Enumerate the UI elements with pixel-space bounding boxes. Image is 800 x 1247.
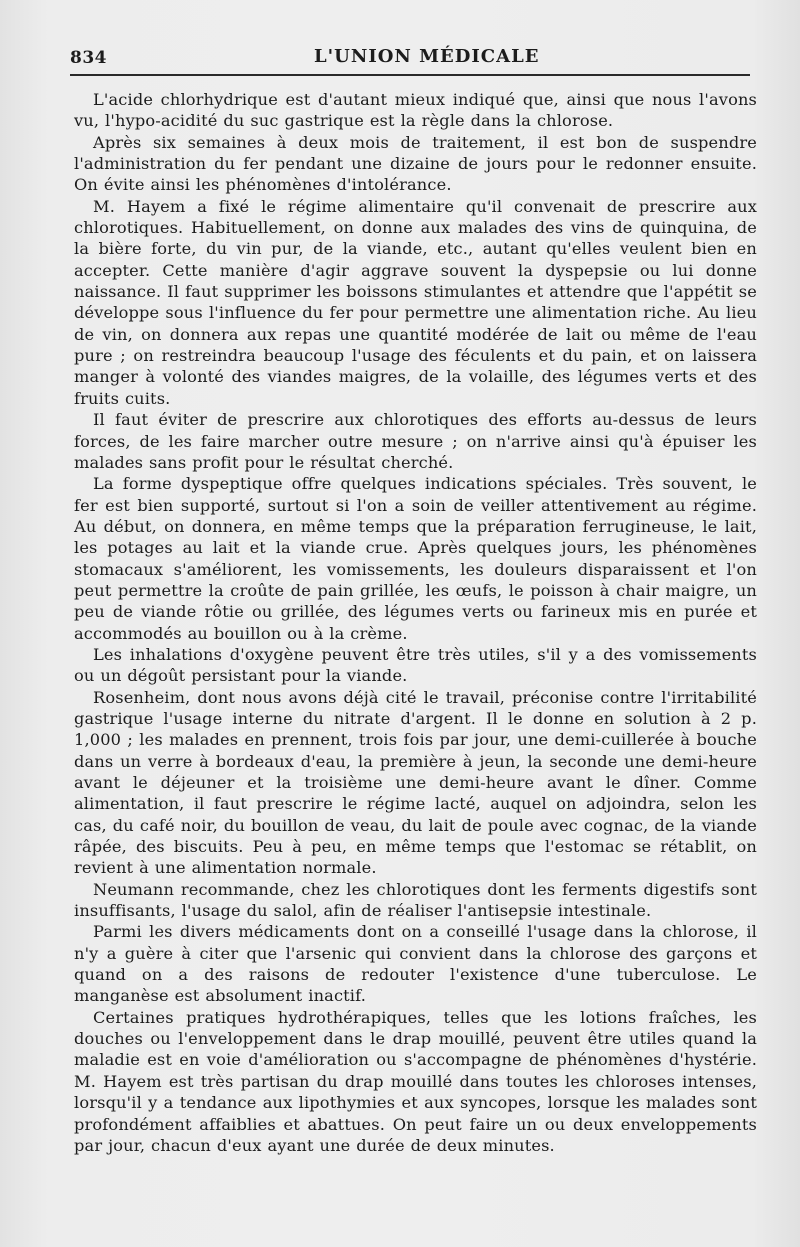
paragraph-inhalations-oxygene: Les inhalations d'oxygène peuvent être très utiles, s'il y a des vomissements ou un dégoût persistant pour la viande. bbox=[74, 644, 757, 686]
paragraph-rosenheim: Rosenheim, dont nous avons déjà cité le travail, préconise contre l'irritabilité gastrique l'usage interne du nitrate d'argent. Il le donne en solution à 2 p. 1,000 ; les malades en prennent, trois fois par jour, une demi-cuillerée à bouche dans un verre à bordeaux d'eau, la première à jeun, la seconde une demi-heure avant le déjeuner et la troisième une demi-heure avant le dîner. Comme alimentation, il faut prescrire le régime lacté, auquel on adjoindra, selon les cas, du café noir, du bouillon de veau, du lait de poule avec cognac, de la viande râpée, des biscuits. Peu à peu, en même temps que l'estomac se rétablit, on revient à une alimentation normale. bbox=[74, 687, 757, 878]
page-number: 834 bbox=[70, 48, 107, 68]
paragraph-regime-alimentaire: M. Hayem a fixé le régime alimentaire qu'il convenait de prescrire aux chlorotiques. Habituellement, on donne aux malades des vins de quinquina, de la bière forte, du vin pur, de la viande, etc., autant qu'elles veulent bien en accepter. Cette manière d'agir aggrave souvent la dyspepsie ou lui donne naissance. Il faut supprimer les boissons stimulantes et attendre que l'appétit se développe sous l'influence du fer pour permettre une alimentation riche. Au lieu de vin, on donnera aux repas une quantité modérée de lait ou même de l'eau pure ; on restreindra beaucoup l'usage des féculents et du pain, et on laissera manger à volonté des viandes maigres, de la volaille, des légumes verts et des fruits cuits. bbox=[74, 196, 757, 408]
paragraph-efforts: Il faut éviter de prescrire aux chlorotiques des efforts au-dessus de leurs forces, de les faire marcher outre mesure ; on n'arrive ainsi qu'à épuiser les malades sans profit pour le résultat cherché. bbox=[74, 410, 757, 472]
page-header bbox=[70, 44, 750, 74]
paragraph-suspension-fer: Après six semaines à deux mois de traitement, il est bon de suspendre l'administration du fer pendant une dizaine de jours pour le redonner ensuite. On évite ainsi les phénomènes d'intolérance. bbox=[74, 132, 757, 195]
body-text bbox=[74, 89, 757, 1156]
paragraph-acide-chlorhydrique: L'acide chlorhydrique est d'autant mieux indiqué que, ainsi que nous l'avons vu, l'hypo-acidité du suc gastrique est la règle dans la chlorose. bbox=[74, 90, 757, 131]
paragraph-medicaments: Parmi les divers médicaments dont on a conseillé l'usage dans la chlorose, il n'y a guère à citer que l'arsenic qui convient dans la chlorose des garçons et quand on a des raisons de redouter l'existence d'une tuberculose. Le manganèse est absolument inactif. bbox=[74, 922, 757, 1006]
header-rule bbox=[70, 74, 750, 76]
paragraph-neumann: Neumann recommande, chez les chlorotiques dont les ferments digestifs sont insuffisants, l'usage du salol, afin de réaliser l'antisepsie intestinale. bbox=[74, 879, 757, 921]
paragraph-hydrotherapie: Certaines pratiques hydrothérapiques, telles que les lotions fraîches, les douches ou l'enveloppement dans le drap mouillé, peuvent être utiles quand la maladie est en voie d'amélioration ou s'accompagne de phénomènes d'hystérie. M. Hayem est très partisan du drap mouillé dans toutes les chloroses intenses, lorsqu'il y a tendance aux lipothymies et aux syncopes, lorsque les malades sont profondément affaiblies et abattues. On peut faire un ou deux enveloppements par jour, chacun d'eux ayant une durée de deux minutes. bbox=[74, 1007, 757, 1155]
running-title: L'UNION MÉDICALE bbox=[314, 46, 540, 67]
paragraph-forme-dyspeptique: La forme dyspeptique offre quelques indications spéciales. Très souvent, le fer est bien supporté, surtout si l'on a soin de veiller attentivement au régime. Au début, on donnera, en même temps que la préparation ferrugineuse, le lait, les potages au lait et la viande crue. Après quelques jours, les phénomènes stomacaux s'améliorent, les vomissements, les douleurs disparaissent et l'on peut permettre la croûte de pain grillée, les œufs, le poisson à chair maigre, un peu de viande rôtie ou grillée, des légumes verts ou farineux mis en purée et accommodés au bouillon ou à la crème. bbox=[74, 474, 757, 643]
